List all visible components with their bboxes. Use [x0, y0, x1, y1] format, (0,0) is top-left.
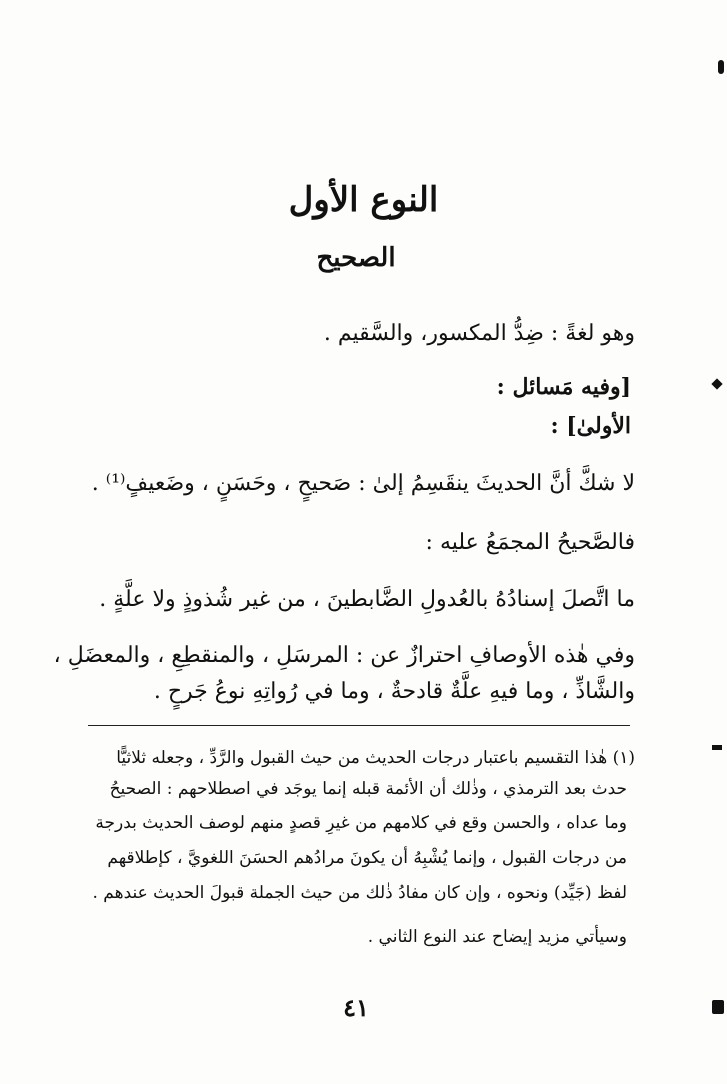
page-number: ٤١	[343, 993, 369, 1022]
footnote-line: وسيأتي مزيد إيضاح عند النوع الثاني .	[367, 927, 627, 947]
footnote-line: لفظ (جَيِّد) ونحوه ، وإن كان مفادُ ذٰلك من حيث الجملة قبولَ الحديث عندهم .	[92, 883, 627, 903]
scan-edge-mark	[711, 378, 722, 389]
footnote-divider	[88, 725, 630, 726]
division-line: لا شكَّ أنَّ الحديثَ ينقَسِمُ إلىٰ : صَحيحٍ ، وحَسَنٍ ، وضَعيفٍ⁽¹⁾ .	[91, 471, 635, 496]
scan-edge-mark	[718, 60, 724, 74]
chapter-title: النوع الأول	[288, 180, 439, 220]
footnote-line: حدث بعد الترمذي ، وذٰلك أن الأئمة قبله إنما يوجَد في اصطلاحهم : الصحيحُ	[109, 779, 627, 799]
sahih-definition-line: ما اتَّصلَ إسنادُهُ بالعُدولِ الضَّابطينَ ، من غير شُذوذٍ ولا علَّةٍ .	[99, 587, 635, 612]
definition-line: وهو لغةً : ضِدُّ المكسور، والسَّقيم .	[323, 321, 635, 346]
footnote-line: (١) هٰذا التقسيم باعتبار درجات الحديث من حيث القبول والرَّدِّ ، وجعله ثلاثيًّا	[116, 748, 635, 768]
masail-heading: [وفيه مَسائل :	[496, 374, 631, 400]
scan-edge-mark	[712, 1000, 724, 1014]
exclusions-line-1: وفي هٰذه الأوصافِ احترازٌ عن : المرسَلِ ، والمنقطِعِ ، والمعضَلِ ،	[53, 643, 635, 668]
footnote-line: من درجات القبول ، وإنما يُشْبِهُ أن يكونَ مرادُهم الحسَنَ اللغويَّ ، كإطلاقهم	[107, 848, 627, 868]
scan-edge-mark	[712, 745, 722, 750]
section-title: الصحيح	[316, 243, 396, 273]
agreed-line: فالصَّحيحُ المجمَعُ عليه :	[425, 530, 635, 555]
footnote-line: وما عداه ، والحسن وقع في كلامهم من غيرِ قصدٍ منهم لوصف الحديث بدرجة	[95, 813, 627, 833]
exclusions-line-2: والشَّاذِّ ، وما فيهِ علَّةٌ قادحةٌ ، وما في رُواتِهِ نوعُ جَرحٍ .	[153, 679, 635, 704]
first-issue-heading: الأولىٰ] :	[550, 413, 631, 439]
